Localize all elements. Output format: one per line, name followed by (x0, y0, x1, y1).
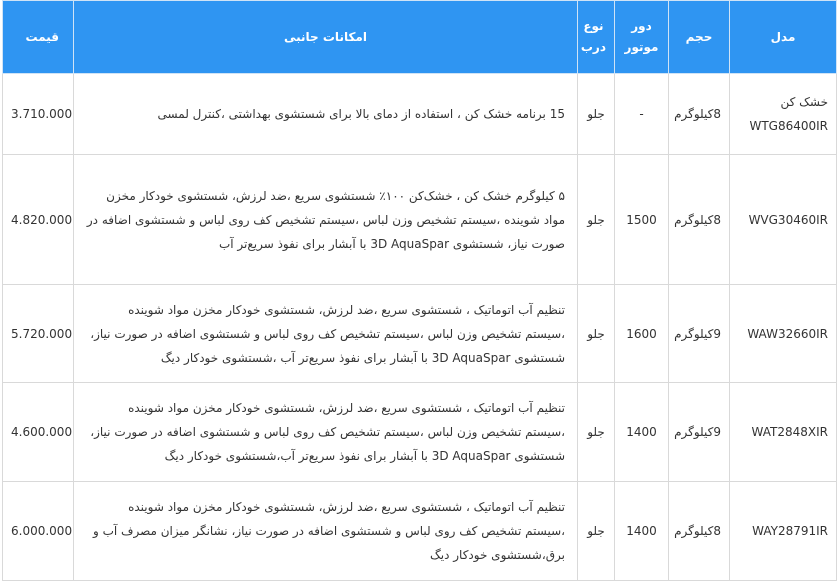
header-features: امکانات جانبی (74, 1, 578, 74)
cell-volume: 8کیلوگرم (669, 74, 730, 155)
cell-features: تنظیم آب اتوماتیک ، شستشوی سریع ،ضد لرزش، شستشوی خودکار مخزن مواد شوینده ،سیستم تشخیص وزن لباس ،سیستم تشخیص کف روی لباس و شستشوی اضافه در صورت نیاز، شستشوی 3D AquaSpar با آبشار برای نفوذ سریع‌تر آب ،شستشوی خودکار دیگ (74, 285, 578, 383)
table-row (3, 383, 837, 482)
table-header-row (3, 1, 837, 74)
cell-price: 5.720.000 (3, 285, 74, 383)
cell-rpm: 1400 (615, 383, 669, 482)
cell-model: WAY28791IR (730, 482, 837, 581)
cell-model: WAT2848XIR (730, 383, 837, 482)
cell-price: 6.000.000 (3, 482, 74, 581)
cell-features: ۵ کیلوگرم خشک کن ، خشک‌کن ۱۰۰٪ شستشوی سریع ،ضد لرزش، شستشوی خودکار مخزن مواد شوینده ،سیستم تشخیص وزن لباس ،سیستم تشخیص کف روی لباس و شستشوی اضافه در صورت نیاز، شستشوی 3D AquaSpar با آبشار برای نفوذ سریع‌تر آب (74, 155, 578, 285)
cell-volume: 9کیلوگرم (669, 285, 730, 383)
header-door-label: نوع درب (580, 19, 606, 54)
washing-machine-price-table (2, 0, 837, 581)
cell-rpm: - (615, 74, 669, 155)
cell-door: جلو (578, 155, 615, 285)
table-row (3, 285, 837, 383)
cell-rpm: 1600 (615, 285, 669, 383)
header-volume: حجم (669, 1, 730, 74)
header-door (578, 1, 615, 74)
cell-rpm: 1400 (615, 482, 669, 581)
cell-price: 4.600.000 (3, 383, 74, 482)
cell-features: 15 برنامه خشک کن ، استفاده از دمای بالا برای شستشوی بهداشتی ،کنترل لمسی (74, 74, 578, 155)
cell-model: WAW32660IR (730, 285, 837, 383)
cell-rpm: 1500 (615, 155, 669, 285)
cell-price: 3.710.000 (3, 74, 74, 155)
header-rpm (615, 1, 669, 74)
cell-model: خشک کن WTG86400IR (730, 74, 837, 155)
table-row (3, 155, 837, 285)
cell-model: WVG30460IR (730, 155, 837, 285)
cell-volume: 8کیلوگرم (669, 155, 730, 285)
cell-door: جلو (578, 285, 615, 383)
cell-door: جلو (578, 383, 615, 482)
table-row (3, 74, 837, 155)
header-model: مدل (730, 1, 837, 74)
header-price: قیمت (3, 1, 74, 74)
cell-volume: 8کیلوگرم (669, 482, 730, 581)
header-rpm-label: دور موتور (624, 19, 659, 54)
cell-features: تنظیم آب اتوماتیک ، شستشوی سریع ،ضد لرزش، شستشوی خودکار مخزن مواد شوینده ،سیستم تشخیص وزن لباس ،سیستم تشخیص کف روی لباس و شستشوی اضافه در صورت نیاز، شستشوی 3D AquaSpar با آبشار برای نفوذ سریع‌تر آب،شستشوی خودکار دیگ (74, 383, 578, 482)
cell-price: 4.820.000 (3, 155, 74, 285)
cell-features: تنظیم آب اتوماتیک ، شستشوی سریع ،ضد لرزش، شستشوی خودکار مخزن مواد شوینده ،سیستم تشخیص کف روی لباس و شستشوی اضافه در صورت نیاز، نشانگر میزان مصرف آب و برق،شستشوی خودکار دیگ (74, 482, 578, 581)
cell-door: جلو (578, 74, 615, 155)
cell-volume: 9کیلوگرم (669, 383, 730, 482)
table-row (3, 482, 837, 581)
cell-door: جلو (578, 482, 615, 581)
